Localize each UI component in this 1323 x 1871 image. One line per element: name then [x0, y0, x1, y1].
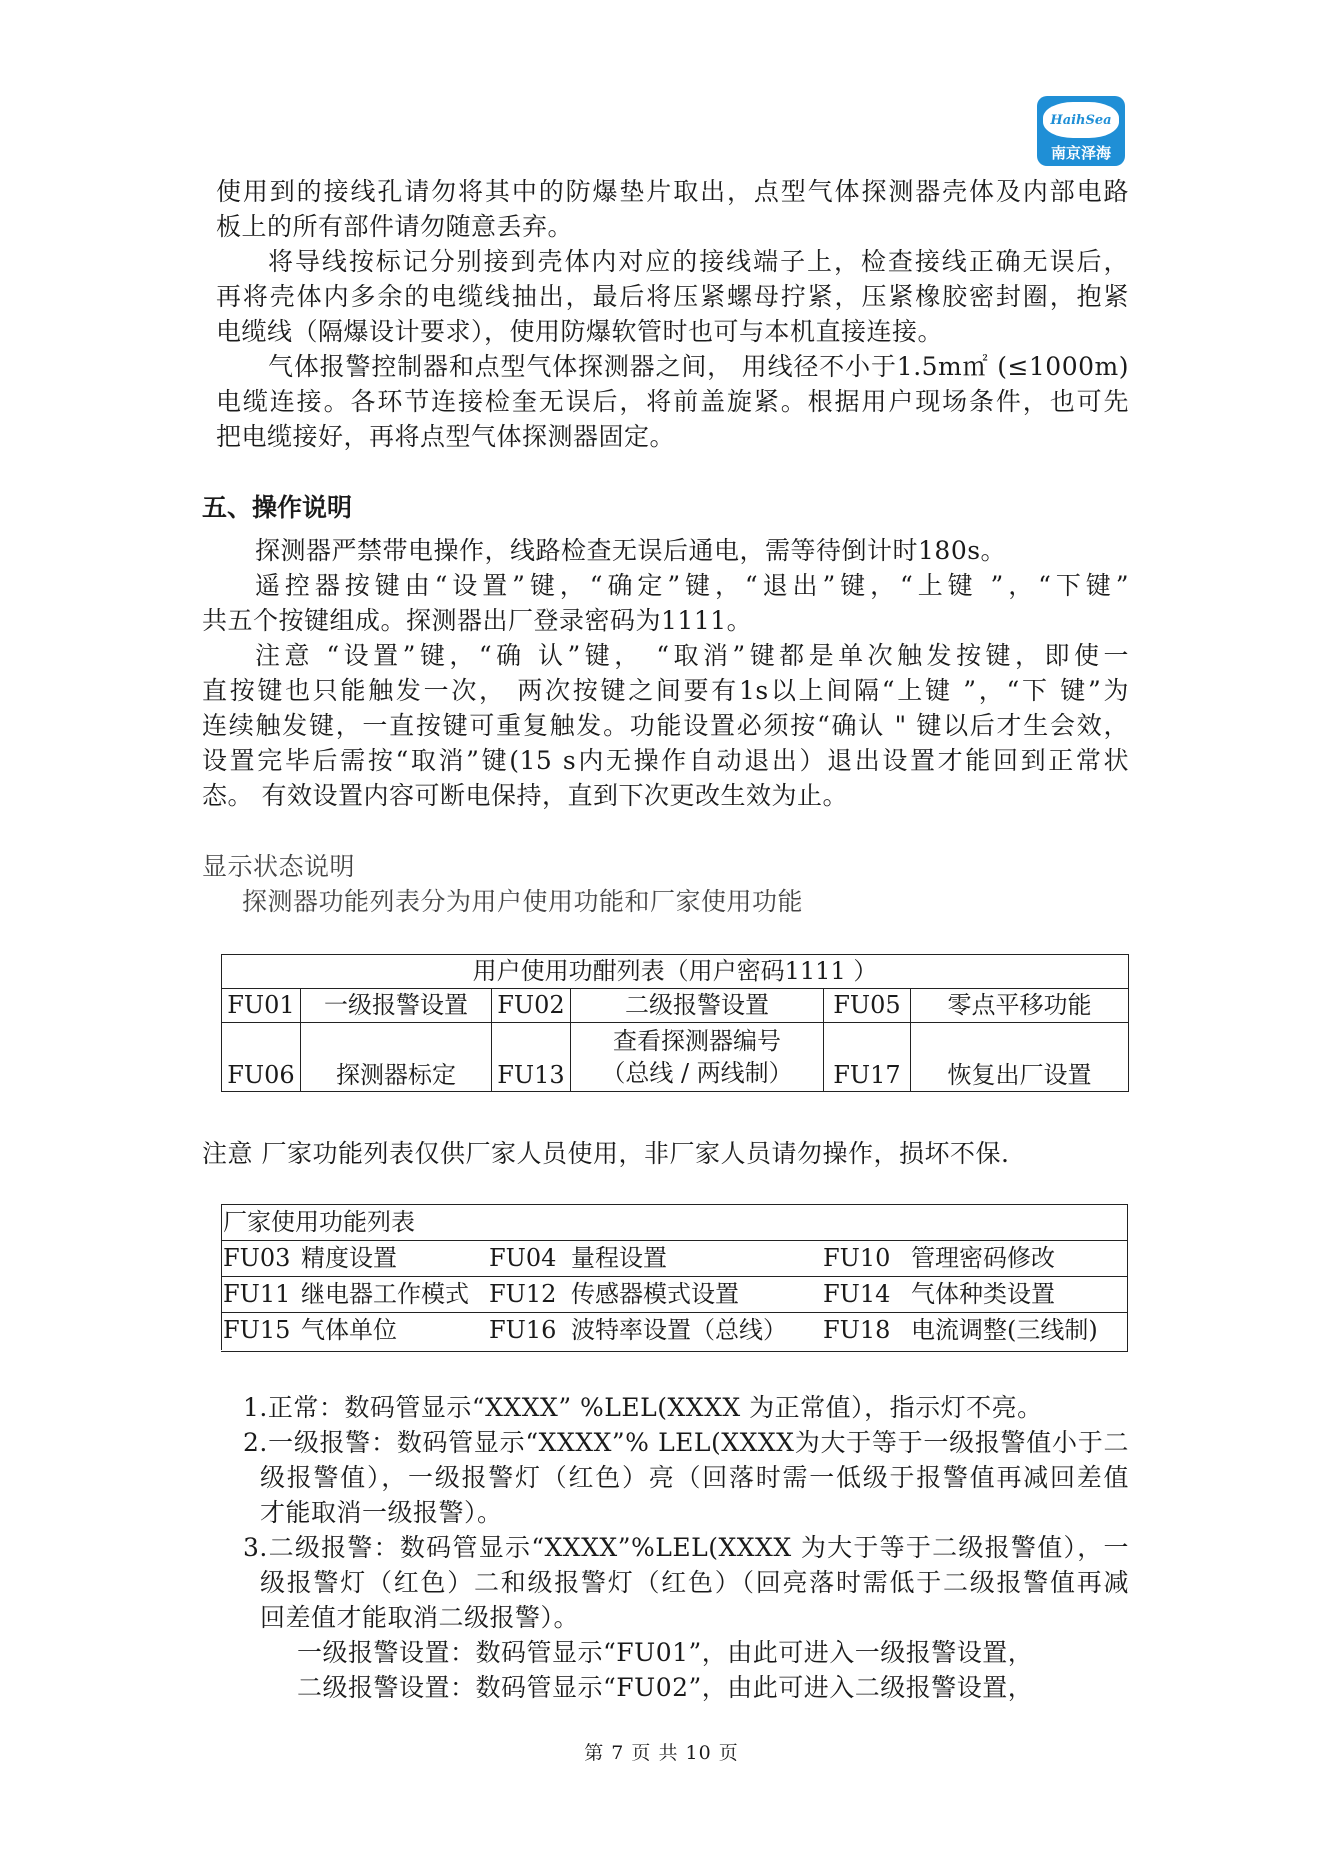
table-cell-code: FU12: [489, 1280, 557, 1308]
table-title: 用户使用功酣列表（用户密码1111 ）: [222, 955, 1129, 989]
table-cell-function: 恢复出厂设置: [911, 1023, 1129, 1092]
table-cell-code: FU04: [489, 1244, 557, 1272]
paragraph-line: 气体报警控制器和点型气体探测器之间， 用线径不小于1.5m㎡ (≤1000m): [268, 352, 1129, 381]
page-number: 第 7 页 共 10 页: [584, 1742, 739, 1764]
paragraph-line: 使用到的接线孔请勿将其中的防爆垫片取出，点型气体探测器壳体及内部电路: [216, 177, 1129, 206]
table-row: [221, 1205, 1127, 1241]
paragraph-line: 探测器功能列表分为用户使用功能和厂家使用功能: [242, 887, 804, 916]
paragraph-line: 电缆线（隔爆设计要求），使用防爆软管时也可与本机直接连接。: [216, 317, 944, 346]
list-item: 2.一级报警：数码管显示“XXXX”% LEL(XXXX为大于等于一级报警值小于二: [243, 1428, 1129, 1457]
table-row: [222, 1023, 1129, 1092]
table-title: 厂家使用功能列表: [223, 1208, 415, 1236]
table-row: [221, 1313, 1127, 1348]
list-item: 才能取消一级报警）。: [260, 1498, 503, 1527]
paragraph-line: 将导线按标记分别接到壳体内对应的接线端子上，检查接线正确无误后，: [268, 247, 1129, 276]
list-item: 回差值才能取消二级报警）。: [260, 1603, 580, 1632]
table-cell-code: FU14: [823, 1280, 891, 1308]
table-cell-function: 电流调整(三线制): [911, 1316, 1098, 1344]
paragraph-line: 探测器严禁带电操作，线路检查无误后通电，需等待倒计时180s。: [255, 536, 1007, 565]
list-item: 级报警值），一级报警灯（红色）亮（回落时需一低级于报警值再减回差值: [260, 1463, 1129, 1492]
table-cell-code: FU02: [492, 989, 571, 1023]
paragraph-line: 板上的所有部件请勿随意丢弃。: [216, 212, 574, 241]
table-cell-code: FU18: [823, 1316, 891, 1344]
paragraph-line: 把电缆接好，再将点型气体探测器固定。: [216, 422, 676, 451]
table-row: [221, 1277, 1127, 1313]
warning-note: 注意 厂家功能列表仅供厂家人员使用，非厂家人员请勿操作，损坏不保.: [202, 1139, 1010, 1168]
company-logo: [1037, 96, 1125, 166]
table-cell-function: 气体种类设置: [911, 1280, 1055, 1308]
table-cell-function: 零点平移功能: [911, 989, 1129, 1023]
paragraph-line: 遥控器按键由“设置”键，“确定”键，“退出”键，“上键 ”，“下键”: [255, 571, 1129, 600]
paragraph-line: 电缆连接。各环节连接检奎无误后，将前盖旋紧。根据用户现场条件，也可先: [216, 387, 1129, 416]
table-cell-function: 二级报警设置: [571, 989, 824, 1023]
table-cell-function: 量程设置: [571, 1244, 667, 1272]
list-item: 一级报警设置：数码管显示“FU01”，由此可进入一级报警设置，: [297, 1638, 1034, 1667]
paragraph-line: 直按键也只能触发一次， 两次按键之间要有1s以上间隔“上键 ”，“下 键”为: [202, 676, 1129, 705]
table-cell-function: [571, 1023, 824, 1092]
subsection-heading: 显示状态说明: [202, 852, 356, 881]
logo-company-name: 南京泽海: [1050, 144, 1111, 162]
paragraph-line: 态。 有效设置内容可断电保持，直到下次更改生效为止。: [202, 781, 848, 810]
table-cell-function: 继电器工作模式: [301, 1280, 469, 1308]
cell-line: 查看探测器编号: [613, 1027, 781, 1055]
paragraph-line: 注意 “设置”键，“确 认”键， “取消”键都是单次触发按键，即使一: [255, 641, 1129, 670]
list-item: 级报警灯（红色）二和级报警灯（红色）（回亮落时需低于二级报警值再减: [260, 1568, 1129, 1597]
section-heading: 五、操作说明: [202, 493, 353, 522]
table-cell-code: FU06: [222, 1023, 301, 1092]
table-cell-code: FU03: [223, 1244, 291, 1272]
table-cell-code: FU01: [222, 989, 301, 1023]
table-cell-code: FU13: [492, 1023, 571, 1092]
logo-brand-badge: [1043, 102, 1119, 138]
paragraph-line: 连续触发键，一直按键可重复触发。功能设置必须按“确认 " 键以后才生会效，: [202, 711, 1129, 740]
table-cell-function: 探测器标定: [301, 1023, 492, 1092]
table-cell-function: 传感器模式设置: [571, 1280, 739, 1308]
table-cell-code: FU17: [824, 1023, 911, 1092]
cell-line: （总线 / 两线制）: [601, 1059, 793, 1087]
table-cell-function: 波特率设置（总线）: [571, 1316, 787, 1344]
table-row: [221, 1241, 1127, 1277]
table-cell-code: FU05: [824, 989, 911, 1023]
table-cell-code: FU15: [223, 1316, 291, 1344]
table-cell-function: 管理密码修改: [911, 1244, 1055, 1272]
table-cell-code: FU16: [489, 1316, 557, 1344]
logo-brand-text: HaihSea: [1050, 112, 1112, 128]
paragraph-line: 设置完毕后需按“取消”键(15 s内无操作自动退出）退出设置才能回到正常状: [202, 746, 1129, 775]
table-cell-code: FU11: [223, 1280, 291, 1308]
table-cell-function: 气体单位: [301, 1316, 397, 1344]
list-item: 二级报警设置：数码管显示“FU02”，由此可进入二级报警设置，: [297, 1673, 1034, 1702]
paragraph-line: 再将壳体内多余的电缆线抽出，最后将压紧螺母拧紧，压紧橡胶密封圈，抱紧: [216, 282, 1129, 311]
user-function-table: [221, 954, 1129, 1092]
table-cell-code: FU10: [823, 1244, 891, 1272]
table-cell-function: 一级报警设置: [301, 989, 492, 1023]
list-item: 3.二级报警：数码管显示“XXXX”%LEL(XXXX 为大于等于二级报警值），一: [243, 1533, 1129, 1562]
paragraph-line: 共五个按键组成。探测器出厂登录密码为1111。: [202, 606, 753, 635]
vendor-function-table: [221, 1204, 1128, 1352]
table-row: [222, 989, 1129, 1023]
list-item: 1.正常：数码管显示“XXXX” %LEL(XXXX 为正常值），指示灯不亮。: [243, 1393, 1043, 1422]
table-cell-function: 精度设置: [301, 1244, 397, 1272]
